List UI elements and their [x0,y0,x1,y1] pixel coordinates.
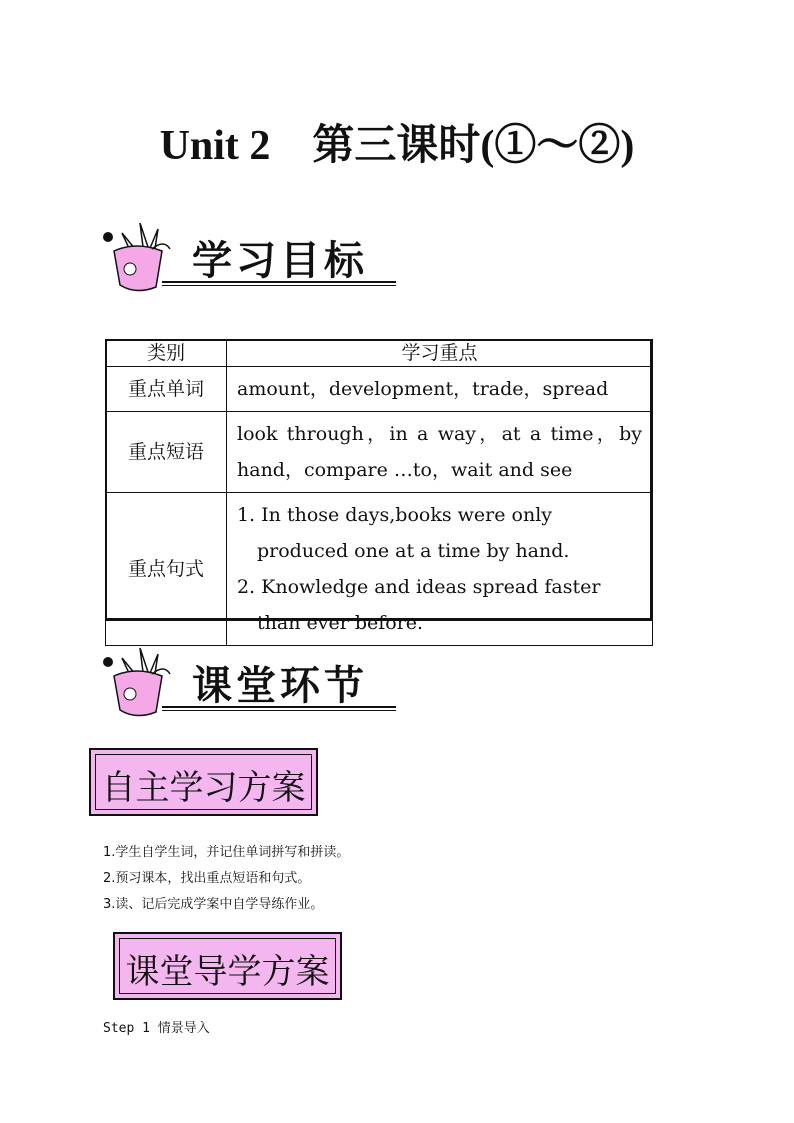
page-title: Unit 2 第三课时(①～②) [159,123,635,169]
table-header-row [106,340,653,367]
section-heading-goals [100,215,400,295]
heading-underline-thin [162,285,396,286]
table-cell-content [227,493,653,646]
heading-underline-thin [162,710,396,711]
list-item: 2.预习课本，找出重点短语和句式。 [103,871,311,886]
instruction-list [103,840,349,918]
pen-holder-icon [100,215,180,295]
list-item: 3.读、记后完成学案中自学导练作业。 [103,897,324,912]
box-label: 课堂导学方案 [125,952,330,992]
table-cell-content: look through，in a way，at a time，by hand，compare …to，wait and see [227,412,653,493]
section-heading-label: 学习目标 [192,238,368,284]
table-cell-category: 重点短语 [106,412,227,493]
class-guidance-plan-box [113,932,342,1000]
table-row [106,412,653,493]
table-header-category: 类别 [106,340,227,367]
table-cell-category: 重点句式 [106,493,227,646]
box-label: 自主学习方案 [101,768,306,808]
table-header-focus: 学习重点 [227,340,653,367]
pen-holder-icon [100,640,180,720]
list-item: 1.学生自学生词，并记住单词拼写和拼读。 [103,845,350,860]
goals-table [105,339,653,646]
heading-underline [162,281,396,283]
table-cell-category: 重点单词 [106,367,227,412]
heading-underline [162,706,396,708]
step-label: Step 1 情景导入 [103,1021,210,1036]
table-row [106,493,653,646]
sentence-item: 2. Knowledge and ideas spread faster than ever before. [237,576,601,634]
section-heading-class [100,640,400,720]
section-heading-label: 课堂环节 [192,663,368,709]
sentence-item: 1. In those days,books were only produced one at a time by hand. [237,504,570,562]
table-row [106,367,653,412]
self-study-plan-box [89,748,318,816]
table-cell-content: amount，development，trade，spread [227,367,653,412]
